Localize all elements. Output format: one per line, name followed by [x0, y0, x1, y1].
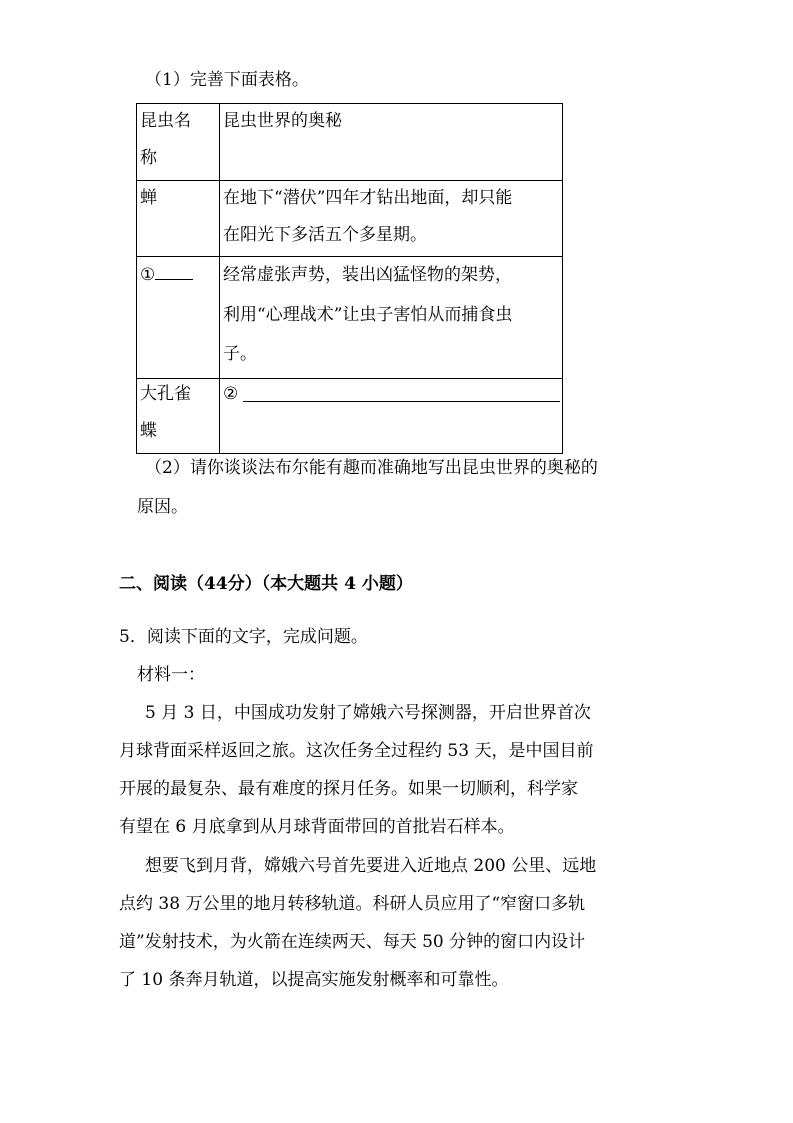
paragraph-1-line-3: 开展的最复杂、最有难度的探月任务。如果一切顺利，科学家: [119, 779, 578, 799]
fill-in-blank-2[interactable]: [243, 401, 560, 402]
paragraph-2-line-3: 道”发射技术，为火箭在连续两天、每天 50 分钟的窗口内设计: [119, 932, 586, 952]
insect-table: [136, 103, 563, 454]
question-2-line-1: （2）请你谈谈法布尔能有趣而准确地写出昆虫世界的奥秘的: [145, 458, 598, 478]
row-3-name-line-1: 大孔雀: [140, 384, 191, 404]
question-2-line-2: 原因。: [137, 497, 188, 517]
row-2-desc-line-1: 经常虚张声势，装出凶猛怪物的架势，: [223, 265, 512, 285]
row-2-desc-line-3: 子。: [223, 344, 257, 364]
header-name-line-1: 昆虫名: [140, 111, 191, 131]
table-row-divider: [137, 180, 562, 181]
header-description: 昆虫世界的奥秘: [223, 111, 342, 131]
paragraph-1-line-4: 有望在 6 月底拿到从月球背面带回的首批岩石样本。: [119, 817, 515, 837]
table-row-divider: [137, 378, 562, 379]
section-heading: 二、阅读（44分）（本大题共 4 小题）: [119, 574, 413, 594]
paragraph-2-line-1: 想要飞到月背，嫦娥六号首先要进入近地点 200 公里、远地: [145, 856, 597, 876]
table-column-divider: [219, 104, 220, 453]
table-row-divider: [137, 256, 562, 257]
row-2-desc-line-2: 利用“心理战术”让虫子害怕从而捕食虫: [223, 305, 513, 325]
header-name-line-2: 称: [140, 148, 157, 168]
question-1-prompt: （1）完善下面表格。: [145, 70, 309, 90]
row-1-desc-line-1: 在地下“潜伏”四年才钻出地面，却只能: [223, 188, 513, 208]
question-5-prompt: 5．阅读下面的文字，完成问题。: [119, 627, 368, 647]
fill-in-blank-1[interactable]: [155, 265, 193, 280]
paragraph-2-line-2: 点约 38 万公里的地月转移轨道。科研人员应用了“窄窗口多轨: [119, 894, 586, 914]
circled-number-1: ①: [140, 265, 156, 285]
material-1-label: 材料一：: [137, 665, 205, 685]
row-1-desc-line-2: 在阳光下多活五个多星期。: [223, 225, 427, 245]
circled-number-2: ②: [223, 384, 239, 404]
paragraph-1-line-1: 5 月 3 日，中国成功发射了嫦娥六号探测器，开启世界首次: [145, 703, 591, 723]
row-2-name-blank[interactable]: [140, 265, 193, 285]
row-1-name: 蝉: [140, 188, 157, 208]
paragraph-2-line-4: 了 10 条奔月轨道，以提高实施发射概率和可靠性。: [119, 970, 509, 990]
row-3-name-line-2: 蝶: [140, 421, 157, 441]
paragraph-1-line-2: 月球背面采样返回之旅。这次任务全过程约 53 天，是中国目前: [119, 741, 594, 761]
